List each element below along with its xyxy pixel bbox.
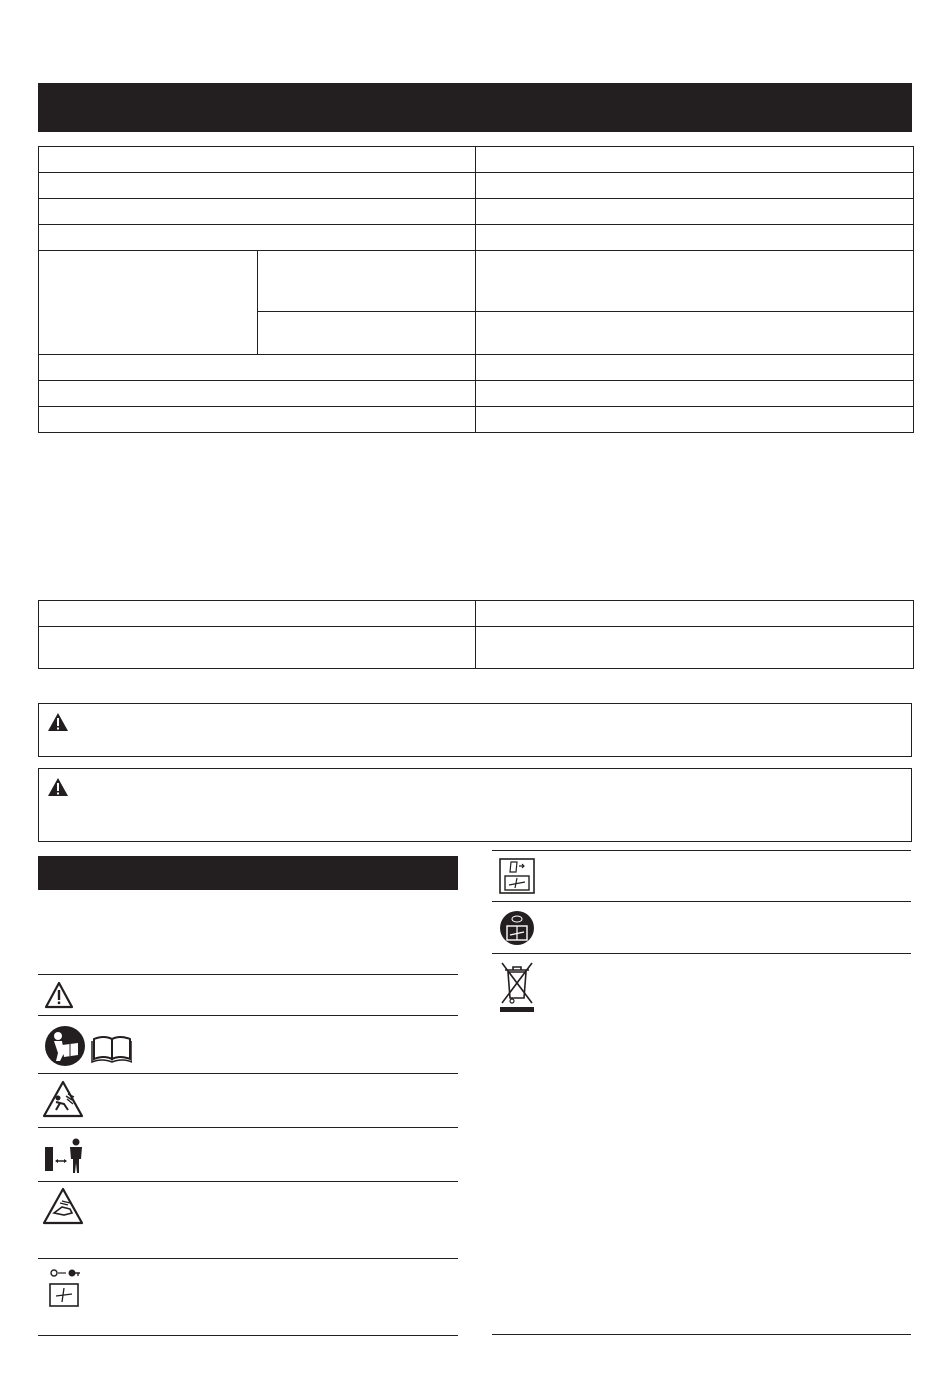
remove-key-manual-icon [46, 1268, 82, 1308]
table-row [39, 199, 914, 225]
divider [38, 1073, 458, 1074]
table-cell-label [39, 407, 476, 433]
table-row [39, 225, 914, 251]
secondary-table [38, 600, 914, 669]
flying-debris-icon [42, 1080, 84, 1118]
table-row [39, 627, 914, 669]
table-cell-value [476, 312, 914, 355]
warning-triangle-icon [47, 712, 69, 732]
table-cell-label [39, 627, 476, 669]
divider [492, 1334, 911, 1335]
table-row [39, 251, 914, 312]
table-cell-value [476, 381, 914, 407]
table-cell-value [476, 407, 914, 433]
table-cell-value [476, 251, 914, 312]
section-header-title [38, 99, 48, 116]
keep-distance-icon [44, 1137, 86, 1175]
specifications-table [38, 146, 914, 433]
table-cell-value [476, 173, 914, 199]
divider [38, 1258, 458, 1259]
table-row [39, 407, 914, 433]
warning-box [38, 703, 912, 757]
warning-box [38, 768, 912, 842]
table-cell-sublabel [258, 251, 476, 312]
table-cell-label [39, 601, 476, 627]
table-cell-label [39, 355, 476, 381]
divider [38, 1181, 458, 1182]
table-cell-label [39, 173, 476, 199]
table-row [39, 173, 914, 199]
symbols-header-bar [38, 856, 458, 890]
divider [38, 1335, 458, 1336]
divider [492, 901, 911, 902]
table-row [39, 601, 914, 627]
stop-manual-icon [499, 910, 535, 946]
manual-flip-icon [499, 858, 535, 894]
table-cell-value [476, 627, 914, 669]
hand-cut-hazard-icon [42, 1187, 84, 1225]
table-cell-label [39, 199, 476, 225]
table-row [39, 355, 914, 381]
divider [492, 850, 911, 851]
divider [492, 953, 911, 954]
table-cell-label [39, 381, 476, 407]
table-cell-value [476, 225, 914, 251]
divider [38, 1127, 458, 1128]
table-cell-value [476, 601, 914, 627]
table-row [39, 147, 914, 173]
divider [38, 1015, 458, 1016]
table-cell-value [476, 355, 914, 381]
warning-triangle-icon [47, 777, 69, 797]
table-cell-value [476, 147, 914, 173]
table-row [39, 381, 914, 407]
table-cell-group-label [39, 251, 258, 355]
weee-crossed-bin-icon [499, 960, 535, 1012]
table-cell-value [476, 199, 914, 225]
caution-triangle-icon [44, 981, 74, 1009]
symbols-header-title [38, 865, 46, 881]
read-manual-icon [44, 1025, 132, 1067]
table-cell-label [39, 225, 476, 251]
section-header-bar [38, 83, 912, 132]
table-cell-sublabel [258, 312, 476, 355]
table-cell-label [39, 147, 476, 173]
divider [38, 974, 458, 975]
